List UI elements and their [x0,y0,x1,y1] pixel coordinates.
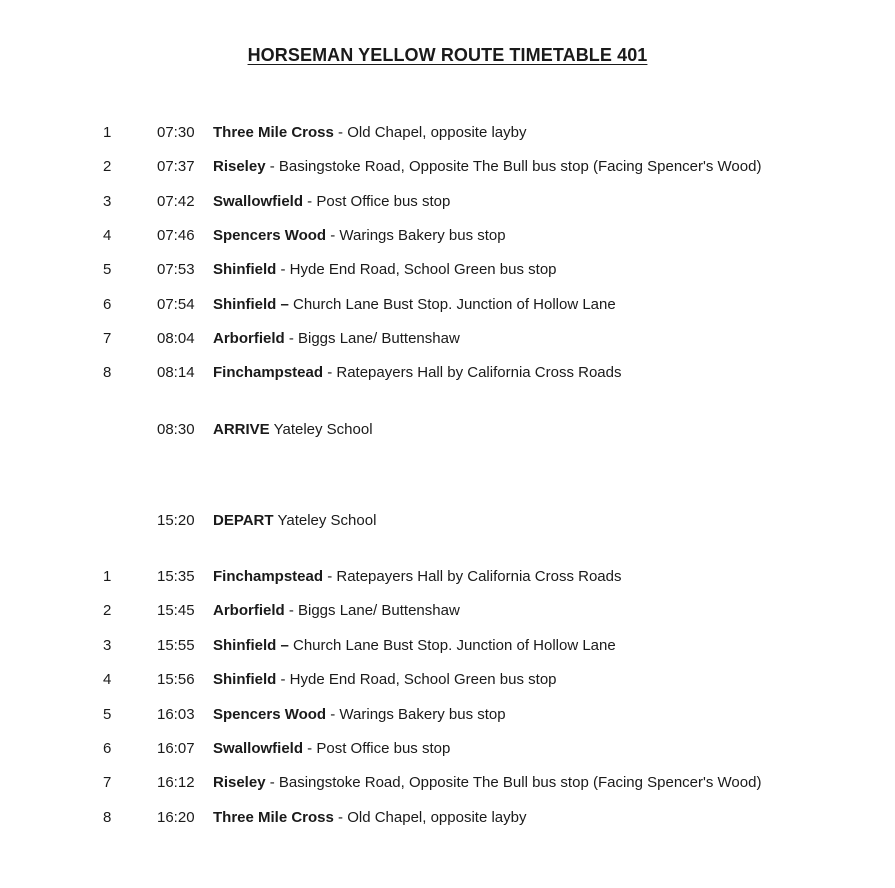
stop-place: Swallowfield [213,740,304,757]
stop-number: 1 [103,124,112,141]
stop-detail: - Biggs Lane/ Buttenshaw [284,330,460,347]
stop-detail: - Ratepayers Hall by California Cross Roads [323,364,622,381]
stop-detail: - Basingstoke Road, Opposite The Bull bus stop (Facing Spencer's Wood) [265,774,762,791]
stop-time: 07:54 [157,296,195,313]
stop-description [213,293,616,317]
stop-place: Finchampstead [213,364,324,381]
depart-description [213,509,376,533]
stop-place: Riseley [213,158,266,175]
stop-time: 07:30 [157,124,195,141]
afternoon-stop-row [0,771,895,795]
stop-number: 5 [103,261,112,278]
stop-time: 16:20 [157,809,195,826]
afternoon-stop-row [0,703,895,727]
morning-stop-row [0,293,895,317]
stop-description [213,121,526,145]
stop-description [213,224,506,248]
stop-time: 08:04 [157,330,195,347]
stop-place: Shinfield – [213,296,289,313]
morning-stop-row [0,327,895,351]
arrive-detail: Yateley School [269,421,373,438]
stop-time: 15:55 [157,637,195,654]
morning-stop-row [0,361,895,385]
stop-place: Spencers Wood [213,227,327,244]
stop-time: 16:03 [157,706,195,723]
morning-stop-row [0,258,895,282]
stop-detail: - Hyde End Road, School Green bus stop [276,671,557,688]
stop-time: 07:46 [157,227,195,244]
stop-description [213,565,621,589]
stop-detail: - Old Chapel, opposite layby [333,124,527,141]
stop-detail: - Basingstoke Road, Opposite The Bull bus stop (Facing Spencer's Wood) [265,158,762,175]
stop-place: Shinfield [213,671,277,688]
stop-number: 1 [103,568,112,585]
stop-time: 15:45 [157,602,195,619]
stop-number: 8 [103,809,112,826]
stop-detail: - Warings Bakery bus stop [326,706,506,723]
stop-detail: - Warings Bakery bus stop [326,227,506,244]
stop-time: 16:12 [157,774,195,791]
stop-place: Shinfield – [213,637,289,654]
depart-row [0,509,895,533]
stop-number: 2 [103,158,112,175]
stop-number: 8 [103,364,112,381]
stop-description [213,634,616,658]
stop-detail: - Old Chapel, opposite layby [333,809,527,826]
stop-place: Swallowfield [213,193,304,210]
stop-number: 3 [103,637,112,654]
stop-time: 08:14 [157,364,195,381]
stop-description [213,737,450,761]
afternoon-stop-row [0,737,895,761]
stop-place: Arborfield [213,602,285,619]
stop-time: 07:53 [157,261,195,278]
stop-description [213,361,621,385]
stop-place: Shinfield [213,261,277,278]
stop-description [213,806,526,830]
morning-stop-row [0,155,895,179]
arrive-label: ARRIVE [213,421,270,438]
stop-number: 6 [103,740,112,757]
stop-place: Arborfield [213,330,285,347]
stop-description [213,703,506,727]
stop-number: 4 [103,671,112,688]
stop-detail: Church Lane Bust Stop. Junction of Hollow Lane [288,637,616,654]
morning-stop-row [0,190,895,214]
stop-place: Riseley [213,774,266,791]
stop-time: 16:07 [157,740,195,757]
afternoon-stop-row [0,565,895,589]
stop-place: Three Mile Cross [213,809,334,826]
stop-detail: - Post Office bus stop [303,193,451,210]
stop-time: 07:42 [157,193,195,210]
stop-number: 5 [103,706,112,723]
stop-place: Spencers Wood [213,706,327,723]
stop-description [213,771,761,795]
stop-detail: - Hyde End Road, School Green bus stop [276,261,557,278]
stop-detail: - Post Office bus stop [303,740,451,757]
stop-number: 6 [103,296,112,313]
stop-number: 7 [103,330,112,347]
stop-description [213,599,460,623]
morning-stop-row [0,224,895,248]
afternoon-stop-row [0,806,895,830]
stop-description [213,668,557,692]
stop-description [213,190,450,214]
morning-stop-row [0,121,895,145]
stop-number: 4 [103,227,112,244]
stop-number: 7 [103,774,112,791]
stop-place: Three Mile Cross [213,124,334,141]
depart-detail: Yateley School [273,512,377,529]
stop-detail: - Biggs Lane/ Buttenshaw [284,602,460,619]
depart-label: DEPART [213,512,274,529]
stop-detail: - Ratepayers Hall by California Cross Roads [323,568,622,585]
stop-time: 15:56 [157,671,195,688]
stop-description [213,258,557,282]
stop-time: 15:35 [157,568,195,585]
afternoon-stop-row [0,668,895,692]
stop-time: 07:37 [157,158,195,175]
depart-time: 15:20 [157,512,195,529]
arrive-description [213,418,373,442]
stop-number: 2 [103,602,112,619]
afternoon-stop-row [0,599,895,623]
stop-description [213,327,460,351]
stop-detail: Church Lane Bust Stop. Junction of Hollow Lane [288,296,616,313]
page-title: HORSEMAN YELLOW ROUTE TIMETABLE 401 [247,45,648,65]
afternoon-stop-row [0,634,895,658]
stop-description [213,155,761,179]
arrive-row [0,418,895,442]
arrive-time: 08:30 [157,421,195,438]
stop-number: 3 [103,193,112,210]
stop-place: Finchampstead [213,568,324,585]
